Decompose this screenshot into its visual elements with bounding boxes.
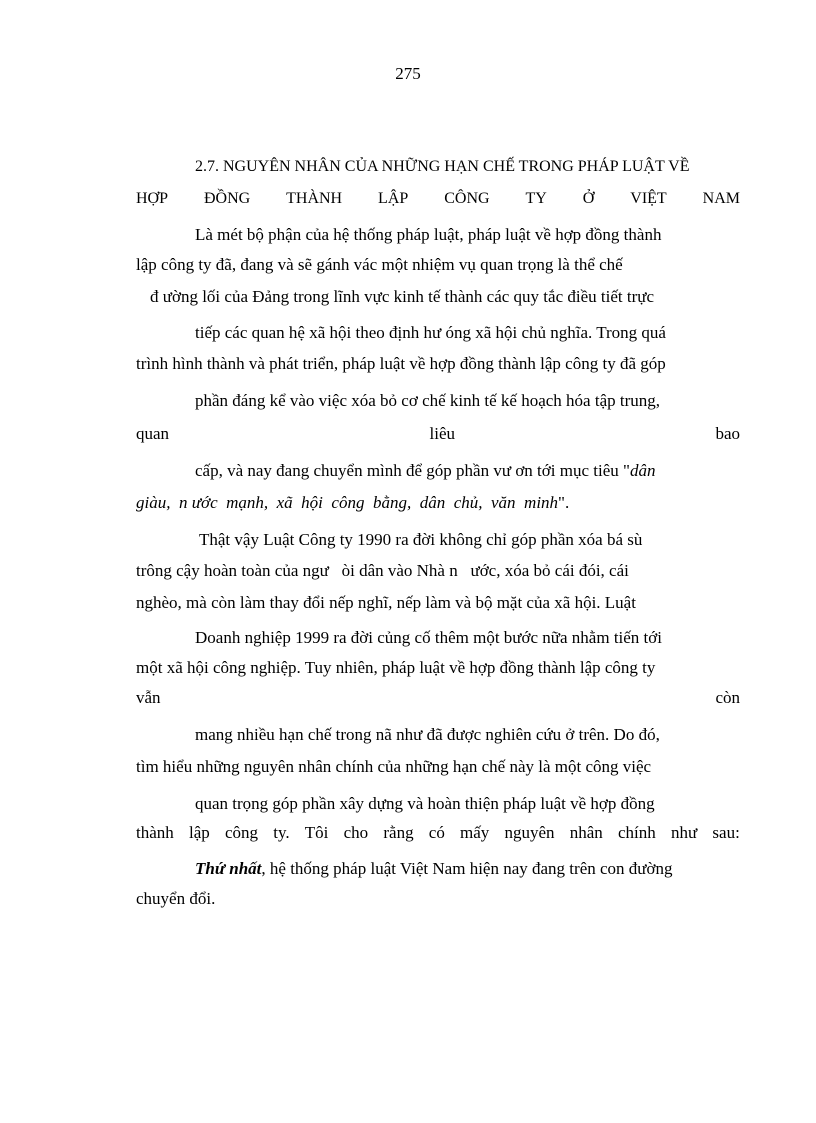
body-text-bold-italic: Thứ nhất (195, 859, 262, 878)
body-word: rằng (383, 823, 414, 842)
heading-word: HỢP (136, 190, 169, 207)
body-word: sau: (712, 823, 740, 842)
body-word: công (224, 823, 259, 842)
body-line-justified (136, 687, 740, 709)
heading-word: LẬP (378, 190, 409, 207)
body-text-italic: dân (629, 461, 656, 480)
body-word: quan (136, 424, 170, 443)
body-line: mang nhiều hạn chế trong nã như đã được nghiên cứu ở trên. Do đó, (195, 725, 660, 744)
body-line: lập công ty đã, đang và sẽ gánh vác một nhiệm vụ quan trọng là thể chế (136, 255, 623, 274)
body-line: Doanh nghiệp 1999 ra đời củng cố thêm một bước nữa nhằm tiến tới (195, 628, 662, 647)
body-line: phần đáng kể vào việc xóa bỏ cơ chế kinh tế kế hoạch hóa tập trung, (195, 391, 660, 410)
body-word: thành (136, 823, 174, 842)
body-word: nhân (569, 823, 603, 842)
body-line-justified (136, 822, 740, 844)
body-text: cấp, và nay đang chuyển mình để góp phần vư ơn tới mục tiêu " (195, 461, 630, 480)
body-word: lập (188, 823, 210, 842)
heading-word: THÀNH (286, 190, 343, 207)
section-heading-line-2 (136, 188, 740, 210)
body-line: nghèo, mà còn làm thay đổi nếp nghĩ, nếp làm và bộ mặt của xã hội. Luật (136, 593, 636, 612)
body-line: chuyển đổi. (136, 889, 216, 908)
body-word: như (671, 823, 698, 842)
body-line: một xã hội công nghiệp. Tuy nhiên, pháp luật về hợp đồng thành lập công ty (136, 658, 656, 677)
body-word: nguyên (504, 823, 555, 842)
heading-word: Ở (582, 190, 595, 207)
body-line: tiếp các quan hệ xã hội theo định hư óng xã hội chủ nghĩa. Trong quá (195, 323, 666, 342)
body-line: tìm hiểu những nguyên nhân chính của những hạn chế này là một công việc (136, 757, 652, 776)
body-line (136, 492, 569, 514)
body-word: liêu (429, 424, 455, 443)
body-line (195, 460, 655, 482)
body-line: trình hình thành và phát triển, pháp luật về hợp đồng thành lập công ty đã góp (136, 354, 666, 373)
body-text-italic: giàu, n ước mạnh, xã hội công bằng, dân chủ, văn minh (136, 493, 559, 512)
body-line-justified (136, 423, 740, 445)
body-word: mấy (460, 823, 490, 842)
body-word: có (428, 823, 445, 842)
heading-word: TY (525, 190, 547, 207)
body-word: còn (715, 688, 740, 707)
body-word: Tôi (304, 823, 329, 842)
body-word: chính (618, 823, 656, 842)
section-heading-line-1: 2.7. NGUYÊN NHÂN CỦA NHỮNG HẠN CHẾ TRONG PHÁP LUẬT VỀ (195, 158, 690, 175)
body-text: ". (558, 493, 570, 512)
body-line: đ ường lối của Đảng trong lĩnh vực kinh tế thành các quy tắc điều tiết trực (150, 287, 654, 306)
body-word: bao (715, 424, 740, 443)
body-line: Thật vậy Luật Công ty 1990 ra đời không chỉ góp phần xóa bá sù (199, 530, 643, 549)
body-text: , hệ thống pháp luật Việt Nam hiện nay đang trên con đường (261, 859, 673, 878)
page-number: 275 (395, 64, 421, 83)
heading-word: VIỆT (630, 190, 667, 207)
body-word: vẫn (136, 688, 161, 707)
heading-word: CÔNG (444, 190, 490, 207)
body-line: quan trọng góp phần xây dựng và hoàn thiện pháp luật về hợp đồng (195, 794, 655, 813)
heading-word: ĐỒNG (203, 190, 251, 207)
body-line: Là mét bộ phận của hệ thống pháp luật, pháp luật về hợp đồng thành (195, 225, 662, 244)
body-word: ty. (273, 823, 290, 842)
body-word: cho (343, 823, 369, 842)
heading-word: NAM (702, 190, 740, 207)
body-line: trông cậy hoàn toàn của ngư òi dân vào Nhà n ước, xóa bỏ cái đói, cái (136, 561, 629, 580)
body-line (195, 858, 673, 880)
